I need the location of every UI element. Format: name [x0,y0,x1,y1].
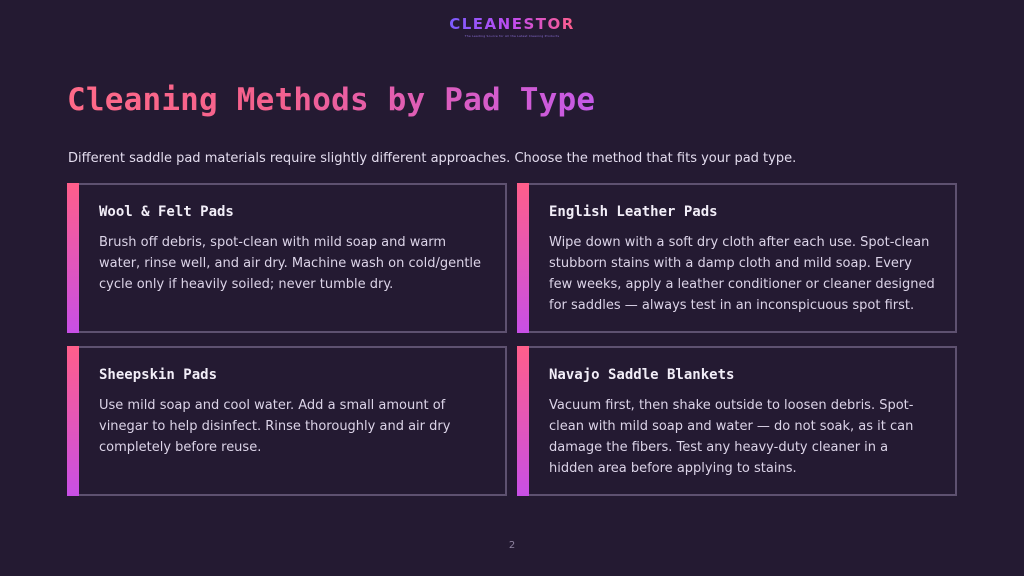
logo-tagline: The Leading Source for All the Latest Cleaning Products [464,34,560,38]
card-accent-bar [67,346,79,496]
slide-subtitle: Different saddle pad materials require slightly different approaches. Choose the method that fits your pad type. [68,151,797,166]
card-body: Wipe down with a soft dry cloth after each use. Spot-clean stubborn stains with a damp cloth and mild soap. Every few weeks, apply a leather conditioner or cleaner designed for saddles — always test in an inconspicuous spot first. [549,235,935,313]
card-title: Navajo Saddle Blankets [549,367,735,383]
slide-title: Cleaning Methods by Pad Type [67,82,596,118]
card-wool-felt-pads [67,183,507,333]
card-accent-bar [517,346,529,496]
brand-logo [0,14,1024,38]
card-title: Wool & Felt Pads [99,204,234,220]
page-number: 2 [508,540,516,551]
card-body: Brush off debris, spot-clean with mild soap and warm water, rinse well, and air dry. Machine wash on cold/gentle cycle only if heavily soiled; never tumble dry. [99,235,482,292]
card-body: Vacuum first, then shake outside to loosen debris. Spot-clean with mild soap and water — do not soak, as it can damage the fibers. Test any heavy-duty cleaner in a hidden area before applying to stains. [549,398,914,476]
card-title: Sheepskin Pads [99,367,218,383]
card-title: English Leather Pads [549,204,718,220]
card-navajo-saddle-blankets [517,346,957,496]
card-english-leather-pads [517,183,957,333]
card-accent-bar [67,183,79,333]
card-accent-bar [517,183,529,333]
logo-wordmark: CLEANESTOR [449,15,575,33]
card-body: Use mild soap and cool water. Add a small amount of vinegar to help disinfect. Rinse thoroughly and air dry completely before reuse. [99,398,451,455]
card-sheepskin-pads [67,346,507,496]
